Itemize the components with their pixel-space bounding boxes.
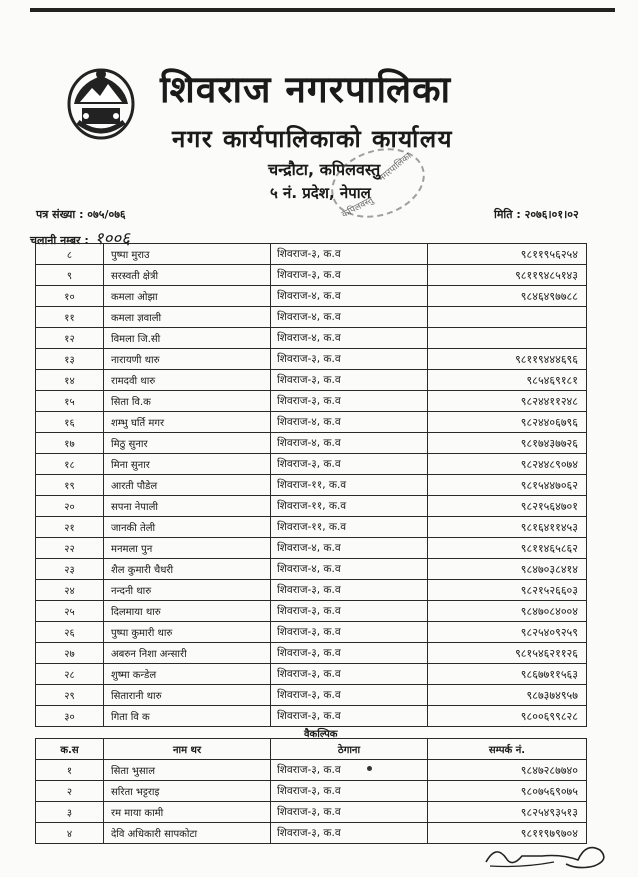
alternate-section-label: वैकल्पिक bbox=[304, 729, 338, 740]
cell-sn: १० bbox=[36, 286, 104, 307]
cell-phone bbox=[428, 307, 587, 328]
cell-address: शिवराज-३, क.व bbox=[271, 781, 428, 802]
cell-phone: ९८४६४९७७८८ bbox=[428, 286, 587, 307]
cell-address: शिवराज-३, क.व bbox=[271, 454, 428, 475]
cell-sn: ४ bbox=[36, 823, 104, 844]
cell-address: शिवराज-३, क.व bbox=[271, 802, 428, 823]
cell-sn: २० bbox=[36, 496, 104, 517]
address-line-2: ५ नं. प्रदेश, नेपाल bbox=[270, 184, 371, 202]
ink-mark bbox=[367, 766, 372, 771]
cell-address: शिवराज-११, क.व bbox=[271, 475, 428, 496]
cell-name: देवि अधिकारी सापकोटा bbox=[104, 823, 271, 844]
cell-address: शिवराज-३, क.व bbox=[271, 643, 428, 664]
table-row bbox=[36, 601, 587, 622]
cell-phone: ९८११४६५८६२ bbox=[428, 538, 587, 559]
dispatch-handwritten-number: १००६ bbox=[94, 229, 130, 249]
cell-name: शम्भु घर्ति मगर bbox=[104, 412, 271, 433]
cell-name: पुष्पा मुराउ bbox=[104, 244, 271, 265]
cell-phone bbox=[428, 328, 587, 349]
table-row bbox=[36, 685, 587, 706]
beneficiary-table bbox=[35, 243, 587, 727]
stamp-text-2: कपिलवस्तु bbox=[340, 195, 376, 221]
header-sn: क.स bbox=[36, 739, 104, 760]
cell-name: विमला जि.सी bbox=[104, 328, 271, 349]
cell-name: नारायणी थारु bbox=[104, 349, 271, 370]
cell-address: शिवराज-४, क.व bbox=[271, 559, 428, 580]
cell-name: मिना सुनार bbox=[104, 454, 271, 475]
cell-phone: ९८११९४४४६९६ bbox=[428, 349, 587, 370]
cell-sn: २७ bbox=[36, 643, 104, 664]
cell-address: शिवराज-३, क.व bbox=[271, 349, 428, 370]
table-row bbox=[36, 391, 587, 412]
cell-name: रम माया कामी bbox=[104, 802, 271, 823]
cell-sn: ३ bbox=[36, 802, 104, 823]
cell-address: शिवराज-३, क.व bbox=[271, 685, 428, 706]
cell-address: शिवराज-३, क.व bbox=[271, 760, 428, 781]
table-row bbox=[36, 538, 587, 559]
table-row bbox=[36, 244, 587, 265]
cell-phone: ९८२१५६४७०१ bbox=[428, 496, 587, 517]
header-phone: सम्पर्क नं. bbox=[428, 739, 587, 760]
cell-sn: २३ bbox=[36, 559, 104, 580]
cell-sn: ३० bbox=[36, 706, 104, 727]
cell-phone: ९८६७७११५६३ bbox=[428, 664, 587, 685]
cell-sn: २६ bbox=[36, 622, 104, 643]
cell-name: कमला ज्ञवाली bbox=[104, 307, 271, 328]
cell-name: आरती पौडेल bbox=[104, 475, 271, 496]
signature-icon bbox=[482, 838, 612, 872]
cell-name: कमला ओझा bbox=[104, 286, 271, 307]
cell-address: शिवराज-४, क.व bbox=[271, 307, 428, 328]
office-subtitle: नगर कार्यपालिकाको कार्यालय bbox=[172, 125, 454, 153]
table-row bbox=[36, 370, 587, 391]
cell-address: शिवराज-३, क.व bbox=[271, 664, 428, 685]
header-address: ठेगाना bbox=[271, 739, 428, 760]
table-row bbox=[36, 454, 587, 475]
cell-address: शिवराज-३, क.व bbox=[271, 601, 428, 622]
cell-sn: १४ bbox=[36, 370, 104, 391]
cell-name: सपना नेपाली bbox=[104, 496, 271, 517]
cell-name: नन्दनी थारु bbox=[104, 580, 271, 601]
cell-sn: २ bbox=[36, 781, 104, 802]
reference-number: पत्र संख्या : ०७५/०७६ bbox=[36, 208, 126, 221]
cell-name: अबरुन निशा अन्सारी bbox=[104, 643, 271, 664]
alternate-header-row bbox=[36, 739, 587, 760]
table-row bbox=[36, 328, 587, 349]
table-row bbox=[36, 475, 587, 496]
cell-name: पुष्पा कुमारी थारु bbox=[104, 622, 271, 643]
cell-name: शैल कुमारी चैधरी bbox=[104, 559, 271, 580]
cell-phone: ९८७३७४९५७ bbox=[428, 685, 587, 706]
table-row bbox=[36, 622, 587, 643]
cell-sn: १२ bbox=[36, 328, 104, 349]
cell-address: शिवराज-४, क.व bbox=[271, 433, 428, 454]
cell-sn: ८ bbox=[36, 244, 104, 265]
cell-address: शिवराज-३, क.व bbox=[271, 580, 428, 601]
cell-name: सिता वि.क bbox=[104, 391, 271, 412]
cell-name: सरिता भट्टराइ bbox=[104, 781, 271, 802]
nepal-emblem-icon bbox=[66, 64, 136, 140]
cell-name: सितारानी थारु bbox=[104, 685, 271, 706]
alternate-table-row bbox=[36, 760, 587, 781]
cell-sn: १७ bbox=[36, 433, 104, 454]
cell-phone: ९८२५४९३५१३ bbox=[428, 802, 587, 823]
cell-address: शिवराज-३, क.व bbox=[271, 391, 428, 412]
cell-name: रामदवी थारु bbox=[104, 370, 271, 391]
cell-phone: ९८४७०३८४१४ bbox=[428, 559, 587, 580]
cell-address: शिवराज-३, क.व bbox=[271, 244, 428, 265]
cell-phone: ९८२१५२६६०३ bbox=[428, 580, 587, 601]
cell-address: शिवराज-३, क.व bbox=[271, 370, 428, 391]
cell-sn: २२ bbox=[36, 538, 104, 559]
cell-address: शिवराज-११, क.व bbox=[271, 496, 428, 517]
cell-phone: ९८००६९९८२८ bbox=[428, 706, 587, 727]
beneficiary-table-body bbox=[36, 244, 587, 727]
cell-phone: ९८१६४११४५३ bbox=[428, 517, 587, 538]
cell-sn: ९ bbox=[36, 265, 104, 286]
cell-name: मिठु सुनार bbox=[104, 433, 271, 454]
cell-sn: ११ bbox=[36, 307, 104, 328]
cell-phone: ९८११९७९७०४ bbox=[428, 823, 587, 844]
cell-phone: ९८२४४८९०७४ bbox=[428, 454, 587, 475]
cell-address: शिवराज-३, क.व bbox=[271, 823, 428, 844]
cell-address: शिवराज-३, क.व bbox=[271, 265, 428, 286]
table-row bbox=[36, 496, 587, 517]
table-row bbox=[36, 517, 587, 538]
table-row bbox=[36, 265, 587, 286]
cell-name: सिता भुसाल bbox=[104, 760, 271, 781]
alternate-table-row bbox=[36, 781, 587, 802]
cell-name: सरस्वती क्षेत्री bbox=[104, 265, 271, 286]
table-row bbox=[36, 643, 587, 664]
cell-address: शिवराज-३, क.व bbox=[271, 706, 428, 727]
cell-address: शिवराज-४, क.व bbox=[271, 286, 428, 307]
cell-phone: ९८५४६९१८१ bbox=[428, 370, 587, 391]
cell-phone: ९८१७४३७७२६ bbox=[428, 433, 587, 454]
letter-date: मिति : २०७६।०१।०२ bbox=[494, 208, 579, 221]
stamp-text: नगरपालिका bbox=[377, 151, 414, 184]
cell-sn: २४ bbox=[36, 580, 104, 601]
cell-phone: ९८०७५६९०७५ bbox=[428, 781, 587, 802]
cell-address: शिवराज-४, क.व bbox=[271, 538, 428, 559]
cell-address: शिवराज-३, क.व bbox=[271, 622, 428, 643]
table-row bbox=[36, 349, 587, 370]
alternate-table-body bbox=[36, 760, 587, 844]
address-line-1: चन्द्रौटा, कपिलवस्तु bbox=[268, 160, 381, 179]
table-row bbox=[36, 433, 587, 454]
table-row bbox=[36, 286, 587, 307]
cell-sn: २५ bbox=[36, 601, 104, 622]
org-title: शिवराज नगरपालिका bbox=[160, 68, 452, 111]
cell-name: शुष्मा कन्डेल bbox=[104, 664, 271, 685]
cell-sn: १ bbox=[36, 760, 104, 781]
cell-sn: १९ bbox=[36, 475, 104, 496]
cell-sn: १५ bbox=[36, 391, 104, 412]
table-row bbox=[36, 412, 587, 433]
cell-name: मनमला पुन bbox=[104, 538, 271, 559]
alternate-table-row bbox=[36, 802, 587, 823]
table-row bbox=[36, 664, 587, 685]
cell-address: शिवराज-४, क.व bbox=[271, 328, 428, 349]
cell-address: शिवराज-११, क.व bbox=[271, 517, 428, 538]
alternate-table bbox=[35, 738, 587, 844]
cell-sn: १६ bbox=[36, 412, 104, 433]
cell-phone: ९८२४४११२४८ bbox=[428, 391, 587, 412]
header-name: नाम थर bbox=[104, 739, 271, 760]
cell-sn: २९ bbox=[36, 685, 104, 706]
cell-phone: ९८१५४६२११२६ bbox=[428, 643, 587, 664]
cell-address: शिवराज-४, क.व bbox=[271, 412, 428, 433]
table-row bbox=[36, 559, 587, 580]
table-row bbox=[36, 580, 587, 601]
table-row bbox=[36, 307, 587, 328]
cell-name: दिलमाया थारु bbox=[104, 601, 271, 622]
cell-phone: ९८२४४०६७९६ bbox=[428, 412, 587, 433]
cell-phone: ९८११९४८५१४३ bbox=[428, 265, 587, 286]
cell-phone: ९८११९५६२५४ bbox=[428, 244, 587, 265]
cell-sn: १८ bbox=[36, 454, 104, 475]
dispatch-label: चलानी नम्बर : bbox=[30, 234, 89, 247]
cell-name: गिता वि क bbox=[104, 706, 271, 727]
cell-phone: ९८२५४०९२५९ bbox=[428, 622, 587, 643]
cell-sn: २१ bbox=[36, 517, 104, 538]
top-rule bbox=[30, 8, 615, 12]
cell-name: जानकी तेली bbox=[104, 517, 271, 538]
cell-sn: १३ bbox=[36, 349, 104, 370]
cell-phone: ९८१५४४७०६२ bbox=[428, 475, 587, 496]
cell-phone: ९८४७२८७७४० bbox=[428, 760, 587, 781]
cell-phone: ९८४७०८४००४ bbox=[428, 601, 587, 622]
cell-sn: २८ bbox=[36, 664, 104, 685]
table-row bbox=[36, 706, 587, 727]
